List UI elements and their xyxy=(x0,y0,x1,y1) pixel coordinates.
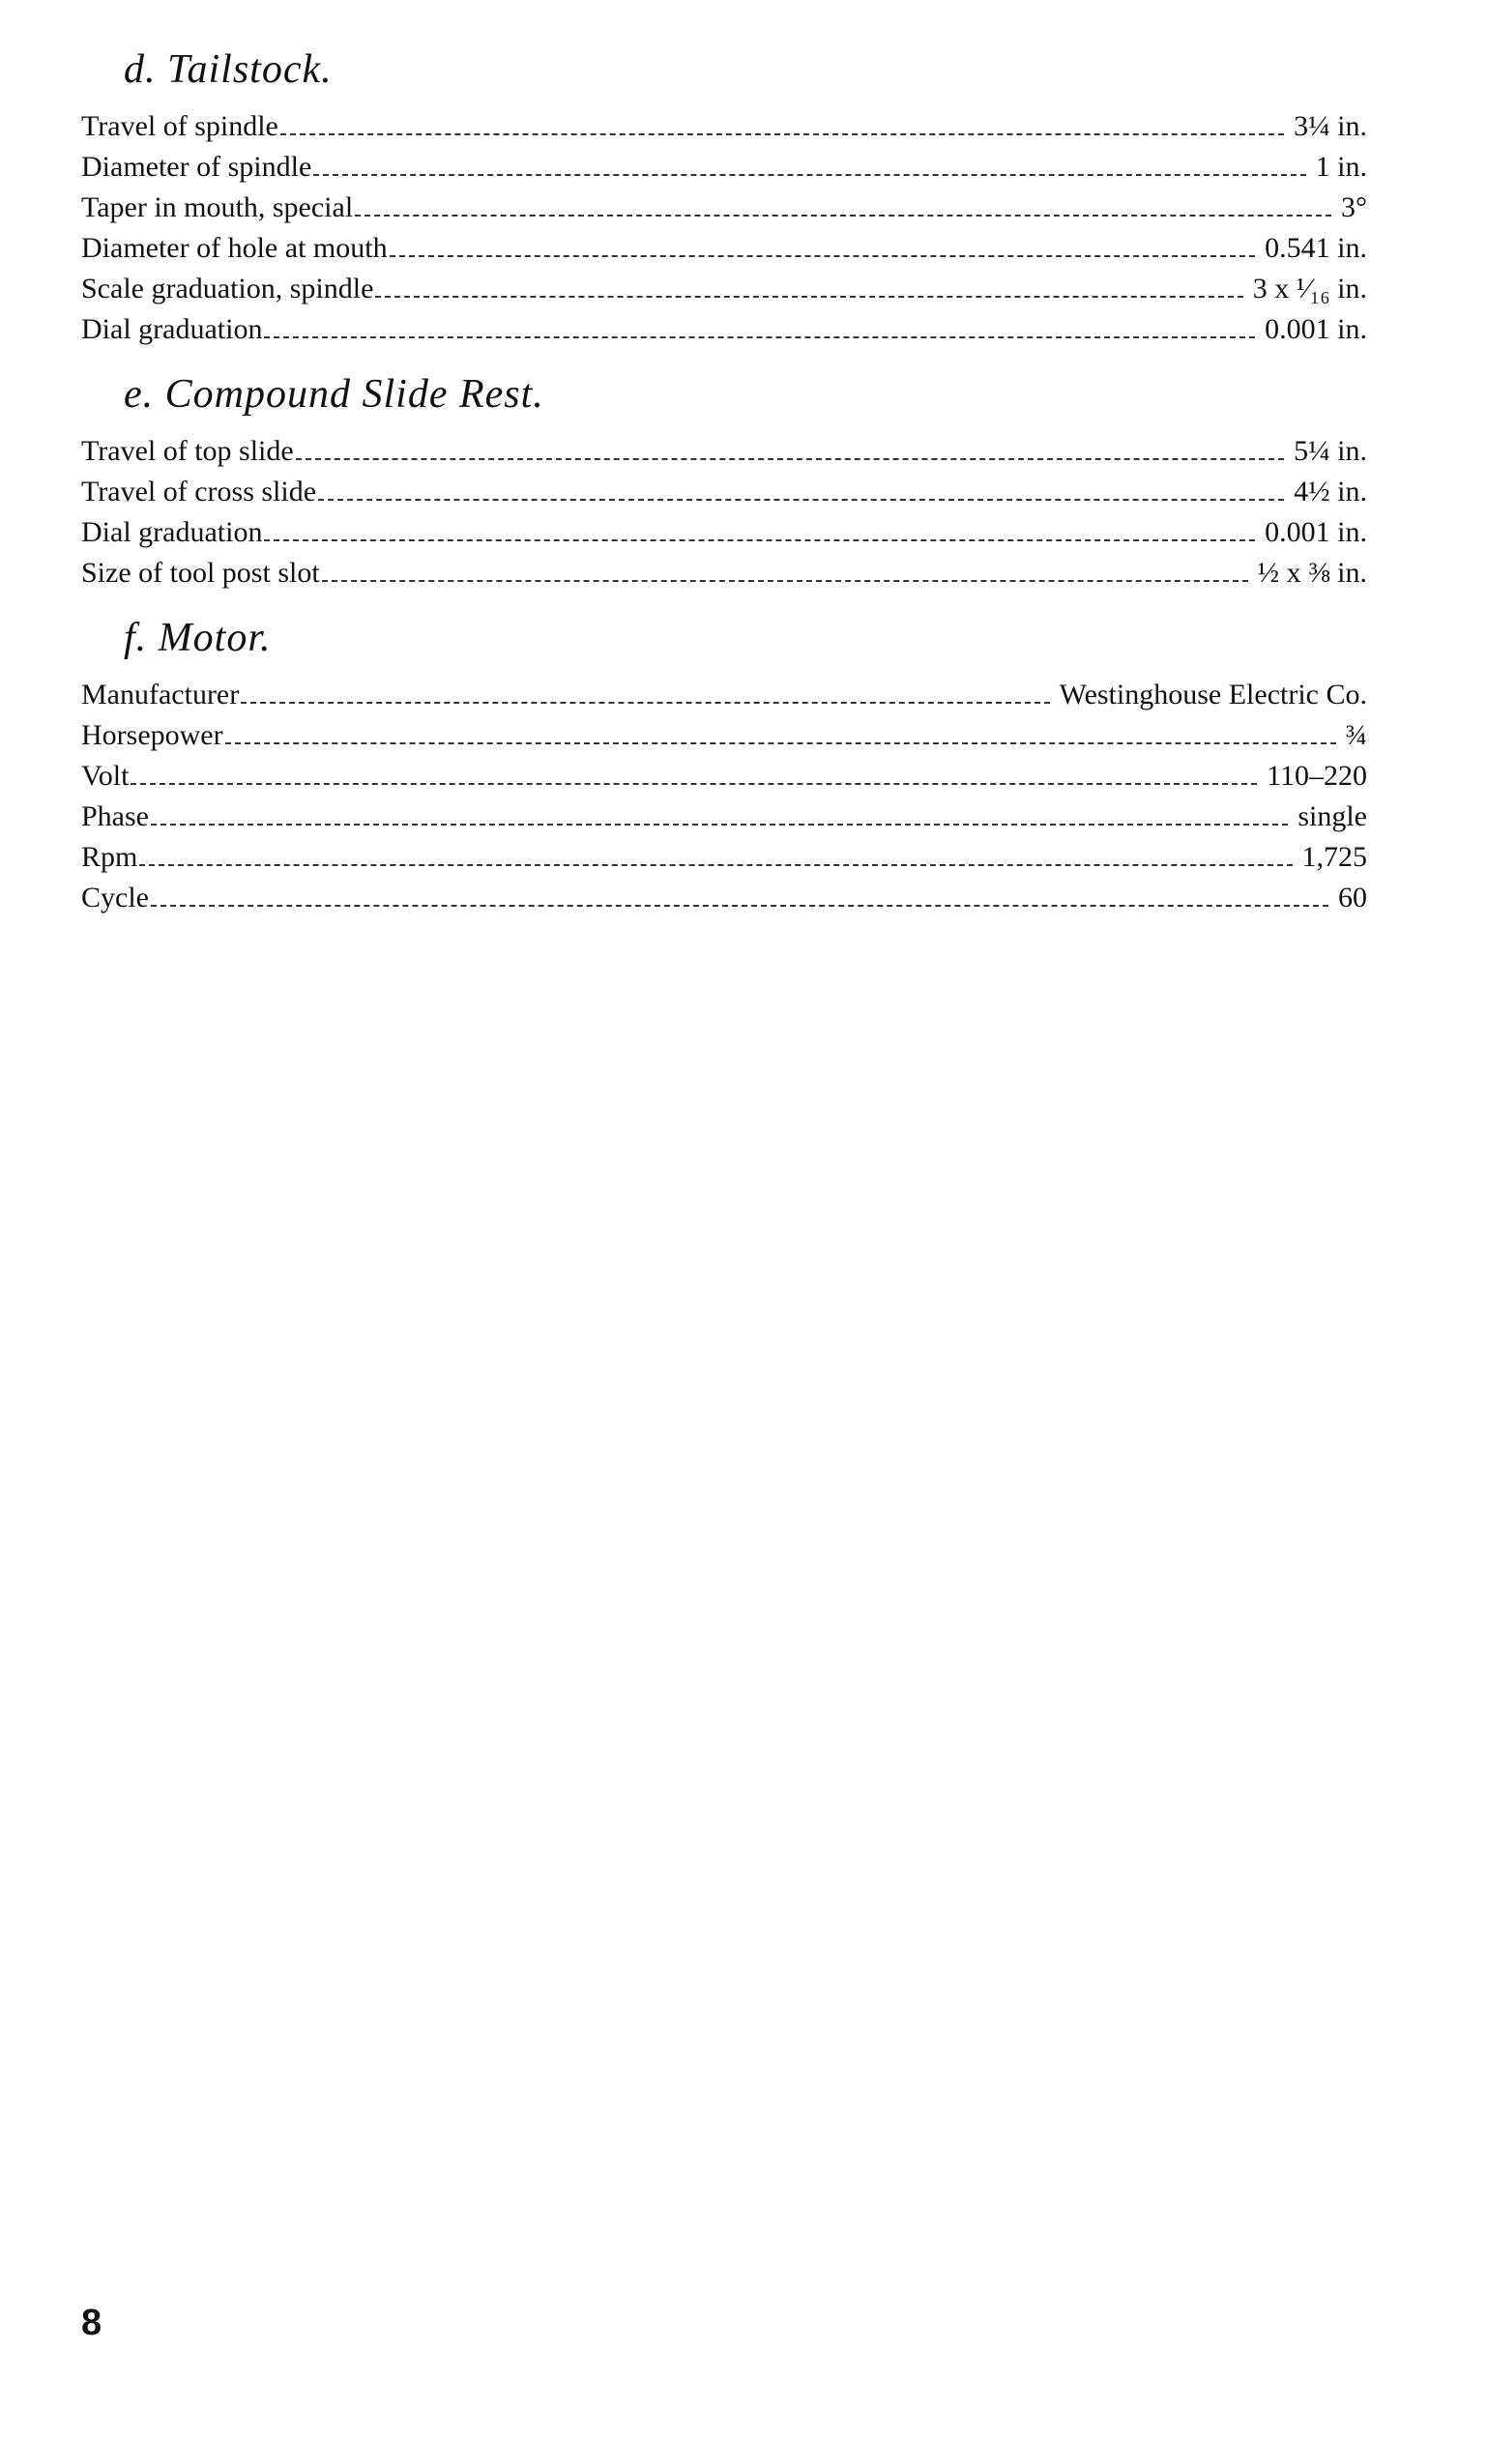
spec-value: Westinghouse Electric Co. xyxy=(1059,679,1367,710)
spec-value: 5¼ in. xyxy=(1294,435,1367,467)
spec-table-tailstock xyxy=(81,110,1367,354)
page-number: 8 xyxy=(81,2303,102,2343)
dot-leader xyxy=(264,539,1255,541)
spec-row xyxy=(81,841,1367,882)
spec-row xyxy=(81,110,1367,151)
spec-value: 0.001 in. xyxy=(1265,313,1367,345)
spec-value: ½ x ⅜ in. xyxy=(1257,557,1367,589)
dot-leader xyxy=(151,905,1328,907)
spec-row xyxy=(81,435,1367,476)
spec-label: Cycle xyxy=(81,882,149,913)
spec-value: 1 in. xyxy=(1315,151,1367,183)
dot-leader xyxy=(318,499,1284,501)
spec-label: Travel of top slide xyxy=(81,435,294,467)
spec-label: Volt xyxy=(81,760,130,792)
spec-table-compound-slide-rest xyxy=(81,435,1367,597)
spec-value: 0.541 in. xyxy=(1265,232,1367,264)
spec-table-motor xyxy=(81,679,1367,922)
spec-label: Travel of spindle xyxy=(81,110,278,142)
dot-leader xyxy=(139,864,1292,866)
spec-value: 110–220 xyxy=(1267,760,1367,792)
section-heading-tailstock: d. Tailstock. xyxy=(124,47,333,92)
spec-value: 1,725 xyxy=(1301,841,1367,873)
spec-row xyxy=(81,476,1367,516)
spec-label: Scale graduation, spindle xyxy=(81,273,374,304)
spec-label: Taper in mouth, special xyxy=(81,191,354,223)
spec-row xyxy=(81,516,1367,557)
spec-label: Dial graduation xyxy=(81,313,263,345)
spec-label: Phase xyxy=(81,800,149,832)
section-heading-motor: f. Motor. xyxy=(124,616,272,660)
spec-value: 3 x ¹⁄₁₆ in. xyxy=(1252,273,1367,304)
spec-value: 3¼ in. xyxy=(1294,110,1367,142)
spec-row xyxy=(81,760,1367,800)
spec-row xyxy=(81,232,1367,273)
spec-row xyxy=(81,719,1367,760)
dot-leader xyxy=(322,580,1248,582)
dot-leader xyxy=(151,824,1288,826)
dot-leader xyxy=(313,174,1305,176)
spec-label: Manufacturer xyxy=(81,679,240,710)
spec-value: ¾ xyxy=(1345,719,1367,751)
spec-row xyxy=(81,191,1367,232)
spec-row xyxy=(81,557,1367,597)
dot-leader xyxy=(375,296,1242,298)
spec-label: Horsepower xyxy=(81,719,223,751)
dot-leader xyxy=(225,742,1336,744)
dot-leader xyxy=(241,702,1049,704)
spec-label: Dial graduation xyxy=(81,516,263,548)
dot-leader xyxy=(131,783,1257,785)
spec-row xyxy=(81,313,1367,354)
spec-value: 60 xyxy=(1338,882,1367,913)
spec-value: 0.001 in. xyxy=(1265,516,1367,548)
spec-row xyxy=(81,679,1367,719)
dot-leader xyxy=(355,215,1331,217)
spec-value: 3° xyxy=(1341,191,1367,223)
dot-leader xyxy=(264,336,1255,338)
dot-leader xyxy=(280,133,1284,135)
spec-label: Rpm xyxy=(81,841,138,873)
spec-row xyxy=(81,151,1367,191)
spec-label: Diameter of hole at mouth xyxy=(81,232,388,264)
spec-row xyxy=(81,800,1367,841)
spec-label: Travel of cross slide xyxy=(81,476,317,507)
section-heading-compound-slide-rest: e. Compound Slide Rest. xyxy=(124,372,544,417)
spec-value: 4½ in. xyxy=(1294,476,1367,507)
dot-leader xyxy=(296,458,1284,460)
spec-row xyxy=(81,882,1367,922)
spec-row xyxy=(81,273,1367,313)
spec-value: single xyxy=(1297,800,1367,832)
spec-label: Size of tool post slot xyxy=(81,557,320,589)
dot-leader xyxy=(390,255,1256,257)
spec-label: Diameter of spindle xyxy=(81,151,312,183)
